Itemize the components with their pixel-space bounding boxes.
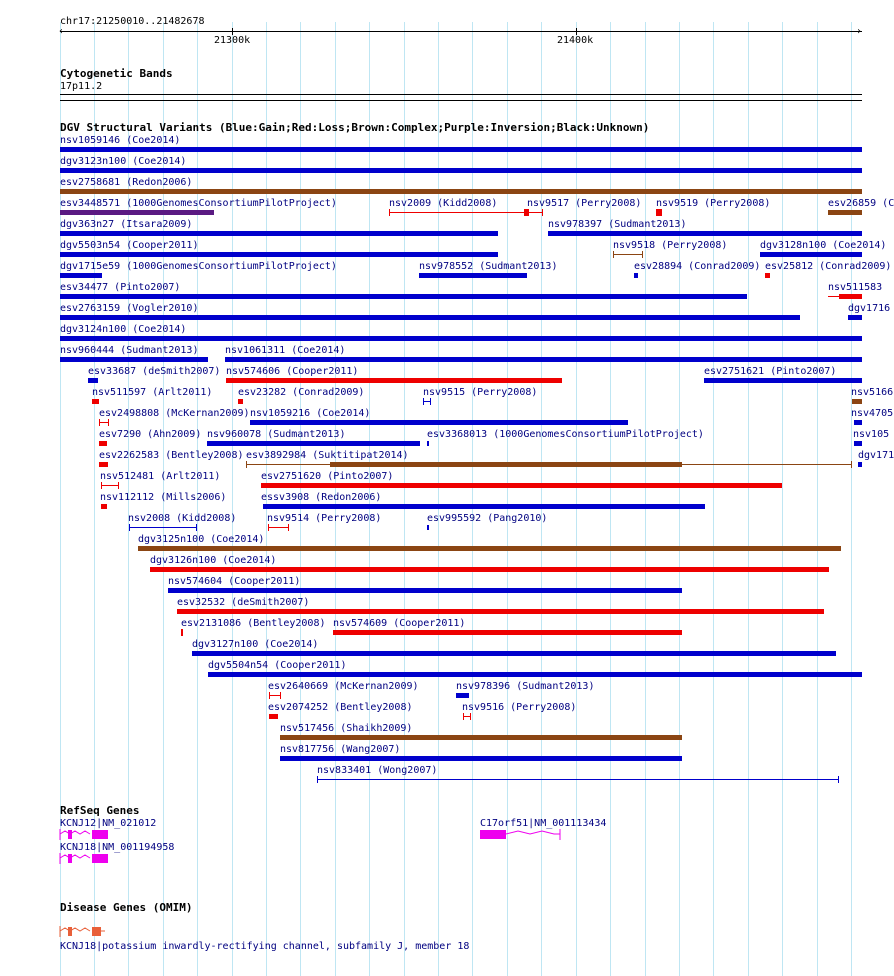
dgv-bar[interactable]	[760, 252, 862, 257]
dgv-bar[interactable]	[704, 378, 862, 383]
dgv-span[interactable]	[268, 527, 289, 528]
dgv-span[interactable]	[613, 254, 643, 255]
dgv-bar[interactable]	[427, 441, 429, 446]
dgv-label[interactable]: dgv3123n100 (Coe2014)	[60, 156, 187, 167]
dgv-span-end	[463, 713, 464, 720]
dgv-label[interactable]: dgv5503n54 (Cooper2011)	[60, 240, 199, 251]
dgv-bar[interactable]	[456, 693, 469, 698]
dgv-bar[interactable]	[634, 273, 638, 278]
dgv-bar[interactable]	[852, 399, 862, 404]
dgv-label[interactable]: nsv2008 (Kidd2008)	[128, 513, 237, 524]
dgv-label[interactable]: esv2074252 (Bentley2008)	[268, 702, 413, 713]
dgv-span-end	[269, 692, 270, 699]
dgv-span[interactable]	[389, 212, 529, 213]
dgv-bar[interactable]	[60, 273, 102, 278]
dgv-bar[interactable]	[765, 273, 770, 278]
dgv-label[interactable]: nsv517456 (Shaikh2009)	[280, 723, 413, 734]
dgv-span-end	[118, 482, 119, 489]
dgv-label[interactable]: esv28894 (Conrad2009)	[634, 261, 761, 272]
dgv-span-end	[423, 398, 424, 405]
dgv-label[interactable]: esv25812 (Conrad2009)	[765, 261, 892, 272]
grid-line	[472, 22, 473, 976]
dgv-label[interactable]: nsv511597 (Arlt2011)	[92, 387, 213, 398]
dgv-span-end	[613, 251, 614, 258]
grid-line	[576, 22, 577, 976]
dgv-bar[interactable]	[99, 462, 108, 467]
dgv-bar[interactable]	[92, 399, 99, 404]
refseq-gene-model[interactable]	[58, 828, 110, 841]
dgv-label[interactable]: esv2262583 (Bentley2008)	[99, 450, 244, 461]
dgv-bar[interactable]	[177, 609, 824, 614]
dgv-label[interactable]: nsv9514 (Perry2008)	[267, 513, 382, 524]
dgv-span-end	[129, 524, 130, 531]
grid-line	[748, 22, 749, 976]
dgv-bar[interactable]	[60, 357, 208, 362]
dgv-bar[interactable]	[207, 441, 420, 446]
dgv-label[interactable]: nsv9515 (Perry2008)	[423, 387, 538, 398]
dgv-span-end	[838, 776, 839, 783]
dgv-bar[interactable]	[60, 294, 747, 299]
dgv-label[interactable]: dgv1715e59 (1000GenomesConsortiumPilotProject)	[60, 261, 337, 272]
refseq-gene-model[interactable]	[479, 828, 563, 841]
omim-gene-label[interactable]: KCNJ18|potassium inwardly-rectifying channel, subfamily J, member 18	[60, 941, 470, 952]
dgv-span[interactable]	[529, 212, 543, 213]
dgv-label[interactable]: nsv960444 (Sudmant2013)	[60, 345, 199, 356]
dgv-label[interactable]: nsv4705	[851, 408, 894, 419]
cytoband-label: 17p11.2	[60, 81, 103, 92]
dgv-label[interactable]: nsv978396 (Sudmant2013)	[456, 681, 595, 692]
dgv-span-end	[108, 419, 109, 426]
dgv-bar[interactable]	[226, 378, 562, 383]
dgv-track-title: DGV Structural Variants (Blue:Gain;Red:Loss;Brown:Complex;Purple:Inversion;Black:Unknown)	[60, 121, 650, 134]
refseq-gene-model[interactable]	[58, 852, 110, 865]
dgv-bar[interactable]	[330, 462, 682, 467]
dgv-label[interactable]: dgv3126n100 (Coe2014)	[150, 555, 277, 566]
dgv-bar[interactable]	[99, 441, 107, 446]
dgv-bar[interactable]	[858, 462, 862, 467]
dgv-span-end	[642, 251, 643, 258]
dgv-label[interactable]: nsv833401 (Wong2007)	[317, 765, 438, 776]
ruler-tick	[576, 28, 577, 35]
cytoband-track-title: Cytogenetic Bands	[60, 67, 173, 80]
dgv-label[interactable]: esv2751620 (Pinto2007)	[261, 471, 394, 482]
dgv-label[interactable]: dgv3128n100 (Coe2014)	[760, 240, 887, 251]
dgv-bar[interactable]	[101, 504, 107, 509]
ruler-tick	[232, 28, 233, 35]
dgv-label[interactable]: nsv1061311 (Coe2014)	[225, 345, 346, 356]
dgv-label[interactable]: dgv3124n100 (Coe2014)	[60, 324, 187, 335]
dgv-bar[interactable]	[238, 399, 243, 404]
refseq-gene-label[interactable]: KCNJ12|NM_021012	[60, 818, 157, 829]
dgv-bar[interactable]	[181, 629, 183, 636]
dgv-label[interactable]: nsv9517 (Perry2008)	[527, 198, 642, 209]
dgv-bar[interactable]	[168, 588, 682, 593]
dgv-label[interactable]: nsv574606 (Cooper2011)	[226, 366, 359, 377]
dgv-bar[interactable]	[261, 483, 782, 488]
dgv-label[interactable]: essv3908 (Redon2006)	[261, 492, 382, 503]
dgv-bar[interactable]	[427, 525, 429, 530]
dgv-label[interactable]: esv2640669 (McKernan2009)	[268, 681, 419, 692]
dgv-label[interactable]: dgv1716	[848, 303, 891, 314]
dgv-label[interactable]: esv2131086 (Bentley2008)	[181, 618, 326, 629]
dgv-label[interactable]: dgv171	[858, 450, 894, 461]
dgv-label[interactable]: nsv9516 (Perry2008)	[462, 702, 577, 713]
cytoband-line	[60, 100, 862, 101]
dgv-span-end	[268, 524, 269, 531]
dgv-span-end	[470, 713, 471, 720]
dgv-bar[interactable]	[60, 336, 862, 341]
grid-line	[404, 22, 405, 976]
dgv-span-end	[430, 398, 431, 405]
dgv-bar[interactable]	[280, 756, 682, 761]
dgv-label[interactable]: nsv512481 (Arlt2011)	[100, 471, 221, 482]
dgv-bar[interactable]	[848, 315, 862, 320]
grid-line	[713, 22, 714, 976]
dgv-label[interactable]: nsv574604 (Cooper2011)	[168, 576, 301, 587]
dgv-bar[interactable]	[269, 714, 278, 719]
dgv-label[interactable]: nsv511583	[828, 282, 883, 293]
dgv-bar[interactable]	[333, 630, 682, 635]
dgv-label[interactable]: nsv574609 (Cooper2011)	[333, 618, 466, 629]
dgv-label[interactable]: esv23282 (Conrad2009)	[238, 387, 365, 398]
cytoband-line	[60, 94, 862, 95]
dgv-label[interactable]: esv32532 (deSmith2007)	[177, 597, 310, 608]
dgv-bar[interactable]	[138, 546, 841, 551]
dgv-span[interactable]	[317, 779, 839, 780]
ruler-coordinates: chr17:21250010..21482678	[60, 16, 205, 27]
dgv-label[interactable]: nsv978552 (Sudmant2013)	[419, 261, 558, 272]
dgv-label[interactable]: nsv978397 (Sudmant2013)	[548, 219, 687, 230]
ruler-right-arrow: ›	[856, 26, 863, 37]
dgv-label[interactable]: nsv9518 (Perry2008)	[613, 240, 728, 251]
dgv-bar[interactable]	[250, 420, 628, 425]
dgv-bar[interactable]	[60, 210, 214, 215]
refseq-gene-label[interactable]: KCNJ18|NM_001194958	[60, 842, 175, 853]
dgv-label[interactable]: nsv112112 (Mills2006)	[100, 492, 227, 503]
dgv-label[interactable]: esv33687 (deSmith2007)	[88, 366, 221, 377]
dgv-label[interactable]: esv26859 (C	[828, 198, 894, 209]
ruler-left-arrow: ‹	[58, 26, 65, 37]
dgv-bar[interactable]	[150, 567, 829, 572]
grid-line	[438, 22, 439, 976]
dgv-span-end	[196, 524, 197, 531]
ruler-axis	[60, 31, 862, 32]
dgv-label[interactable]: esv2758681 (Redon2006)	[60, 177, 193, 188]
dgv-bar[interactable]	[419, 273, 527, 278]
dgv-span-end	[851, 461, 852, 468]
dgv-bar[interactable]	[828, 210, 862, 215]
dgv-span-end	[542, 209, 543, 216]
dgv-bar[interactable]	[60, 252, 498, 257]
dgv-label[interactable]: esv2763159 (Vogler2010)	[60, 303, 199, 314]
dgv-bar[interactable]	[60, 189, 862, 194]
dgv-label[interactable]: esv995592 (Pang2010)	[427, 513, 548, 524]
dgv-span-end	[280, 692, 281, 699]
dgv-bar[interactable]	[548, 231, 862, 236]
dgv-bar[interactable]	[88, 378, 98, 383]
grid-line	[645, 22, 646, 976]
dgv-bar[interactable]	[854, 441, 862, 446]
dgv-span-end	[246, 461, 247, 468]
dgv-label[interactable]: esv34477 (Pinto2007)	[60, 282, 181, 293]
refseq-gene-label[interactable]: C17orf51|NM_001113434	[480, 818, 607, 829]
grid-line	[610, 22, 611, 976]
dgv-bar[interactable]	[280, 735, 682, 740]
dgv-label[interactable]: nsv960078 (Sudmant2013)	[207, 429, 346, 440]
dgv-span-end	[389, 209, 390, 216]
dgv-label[interactable]: esv3448571 (1000GenomesConsortiumPilotProject)	[60, 198, 337, 209]
dgv-label[interactable]: dgv5504n54 (Cooper2011)	[208, 660, 347, 671]
dgv-bar[interactable]	[60, 231, 498, 236]
dgv-label[interactable]: nsv2009 (Kidd2008)	[389, 198, 498, 209]
dgv-bar[interactable]	[656, 209, 662, 216]
dgv-label[interactable]: nsv1059216 (Coe2014)	[250, 408, 371, 419]
grid-line	[679, 22, 680, 976]
dgv-span-end	[288, 524, 289, 531]
dgv-label[interactable]: nsv817756 (Wang2007)	[280, 744, 401, 755]
dgv-span[interactable]	[129, 527, 197, 528]
dgv-label[interactable]: esv7290 (Ahn2009)	[99, 429, 202, 440]
dgv-span-end	[317, 776, 318, 783]
grid-line	[782, 22, 783, 976]
dgv-bar[interactable]	[839, 294, 862, 299]
dgv-label[interactable]: nsv9519 (Perry2008)	[656, 198, 771, 209]
dgv-span-end	[101, 482, 102, 489]
omim-gene-model[interactable]	[58, 925, 108, 938]
dgv-label[interactable]: esv2498808 (McKernan2009)	[99, 408, 250, 419]
dgv-span-end	[99, 419, 100, 426]
dgv-bar[interactable]	[225, 357, 862, 362]
dgv-label[interactable]: nsv1059146 (Coe2014)	[60, 135, 181, 146]
dgv-bar[interactable]	[854, 420, 862, 425]
grid-line	[851, 22, 852, 976]
dgv-label[interactable]: nsv105	[853, 429, 890, 440]
dgv-label[interactable]: dgv3127n100 (Coe2014)	[192, 639, 319, 650]
grid-line	[232, 22, 233, 976]
dgv-label[interactable]: esv3892984 (Suktitipat2014)	[246, 450, 409, 461]
refseq-track-title: RefSeq Genes	[60, 804, 140, 817]
dgv-bar[interactable]	[60, 147, 862, 152]
dgv-bar[interactable]	[208, 672, 862, 677]
dgv-bar[interactable]	[60, 315, 800, 320]
ruler-tick-label: 21300k	[214, 35, 251, 46]
dgv-label[interactable]: esv3368013 (1000GenomesConsortiumPilotProject)	[427, 429, 704, 440]
dgv-label[interactable]: dgv363n27 (Itsara2009)	[60, 219, 193, 230]
omim-track-title: Disease Genes (OMIM)	[60, 901, 193, 914]
dgv-label[interactable]: nsv5166	[851, 387, 894, 398]
dgv-bar[interactable]	[192, 651, 836, 656]
dgv-bar[interactable]	[60, 168, 862, 173]
grid-line	[817, 22, 818, 976]
dgv-label[interactable]: dgv3125n100 (Coe2014)	[138, 534, 265, 545]
dgv-bar[interactable]	[263, 504, 705, 509]
dgv-span[interactable]	[101, 485, 119, 486]
dgv-label[interactable]: esv2751621 (Pinto2007)	[704, 366, 837, 377]
ruler-tick-label: 21400k	[557, 35, 594, 46]
